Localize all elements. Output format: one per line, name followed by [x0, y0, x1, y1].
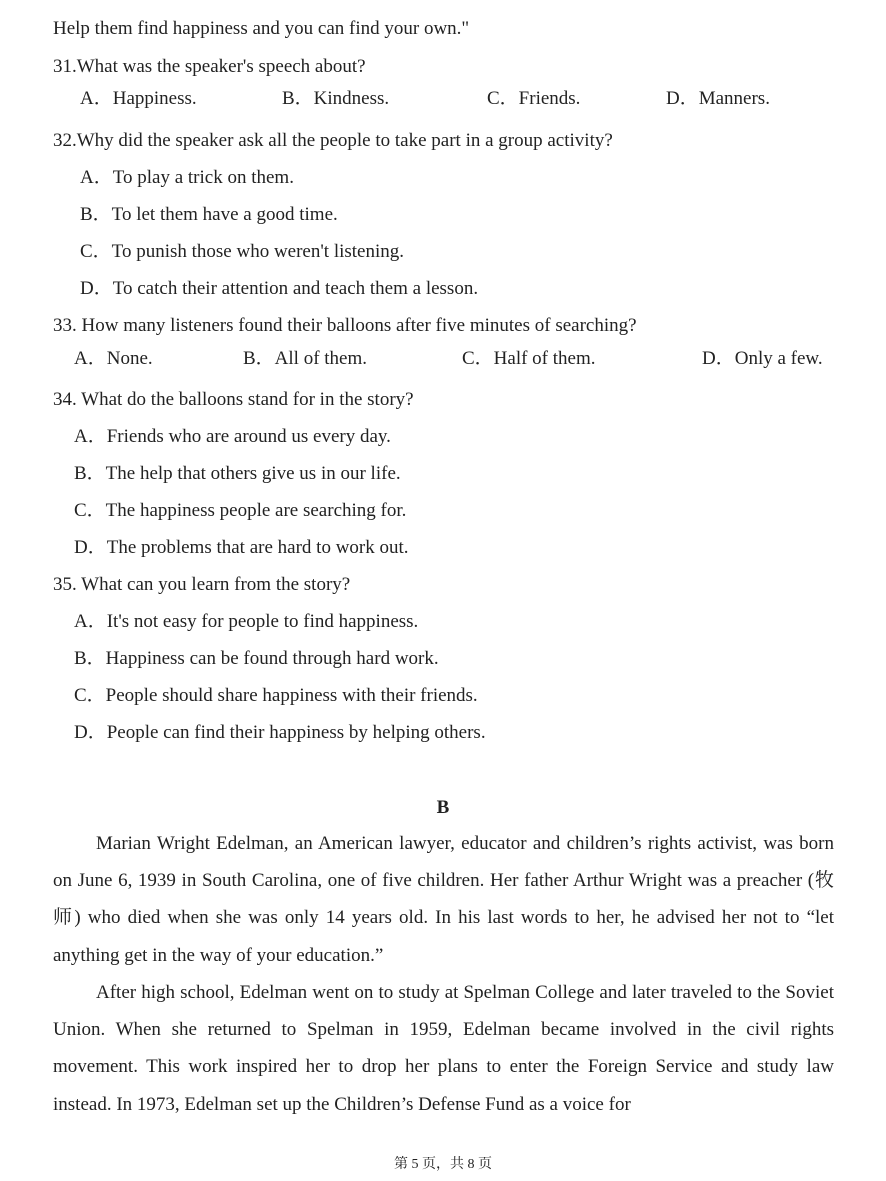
option-a: A．It's not easy for people to find happiness. — [74, 611, 419, 632]
option-b: B．The help that others give us in our life. — [74, 463, 401, 484]
option-d: D．The problems that are hard to work out. — [74, 537, 409, 558]
page-number: 第 5 页，共 8 页 — [394, 1157, 492, 1172]
question-31: 31.What was the speaker's speech about? — [53, 56, 366, 77]
option-c: C．To punish those who weren't listening. — [80, 241, 405, 262]
option-d: D．People can find their happiness by helping others. — [74, 722, 486, 743]
option-d: D．Only a few. — [702, 348, 823, 369]
question-33: 33. How many listeners found their balloons after five minutes of searching? — [53, 315, 637, 336]
option-b: B．To let them have a good time. — [80, 204, 338, 225]
passage-paragraph-1: Marian Wright Edelman, an American lawyer, educator and children’s rights activist, was born on June 6, 1939 in South Carolina, one of five children. Her father Arthur Wright was a preacher (牧师) who died when she was only 14 years old. In his last words to her, he advised her not to “let anything get in the way of your education.” — [53, 833, 834, 966]
passage-closing-line: Help them find happiness and you can find your own." — [53, 18, 470, 39]
option-b: B．Happiness can be found through hard work. — [74, 648, 439, 669]
question-32: 32.Why did the speaker ask all the people to take part in a group activity? — [53, 130, 613, 151]
option-b: B．Kindness. — [282, 88, 390, 109]
question-34: 34. What do the balloons stand for in the story? — [53, 389, 414, 410]
option-c: C．Half of them. — [462, 348, 596, 369]
option-a: A．To play a trick on them. — [80, 167, 294, 188]
section-heading: B — [436, 797, 450, 818]
option-c: C．Friends. — [487, 88, 581, 109]
option-d: D．To catch their attention and teach them a lesson. — [80, 278, 479, 299]
option-a: A．Friends who are around us every day. — [74, 426, 391, 447]
option-b: B．All of them. — [243, 348, 368, 369]
question-33-options — [74, 347, 854, 371]
option-a: A．Happiness. — [80, 88, 197, 109]
question-31-options — [80, 87, 840, 111]
option-d: D．Manners. — [666, 88, 770, 109]
question-35: 35. What can you learn from the story? — [53, 574, 351, 595]
option-c: C．The happiness people are searching for. — [74, 500, 407, 521]
passage-paragraph-2: After high school, Edelman went on to study at Spelman College and later traveled to the Soviet Union. When she returned to Spelman in 1959, Edelman became involved in the civil rights movement. This work inspired her to drop her plans to enter the Foreign Service and study law instead. In 1973, Edelman set up the Children’s Defense Fund as a voice for — [53, 982, 834, 1115]
option-c: C．People should share happiness with their friends. — [74, 685, 478, 706]
option-a: A．None. — [74, 348, 153, 369]
